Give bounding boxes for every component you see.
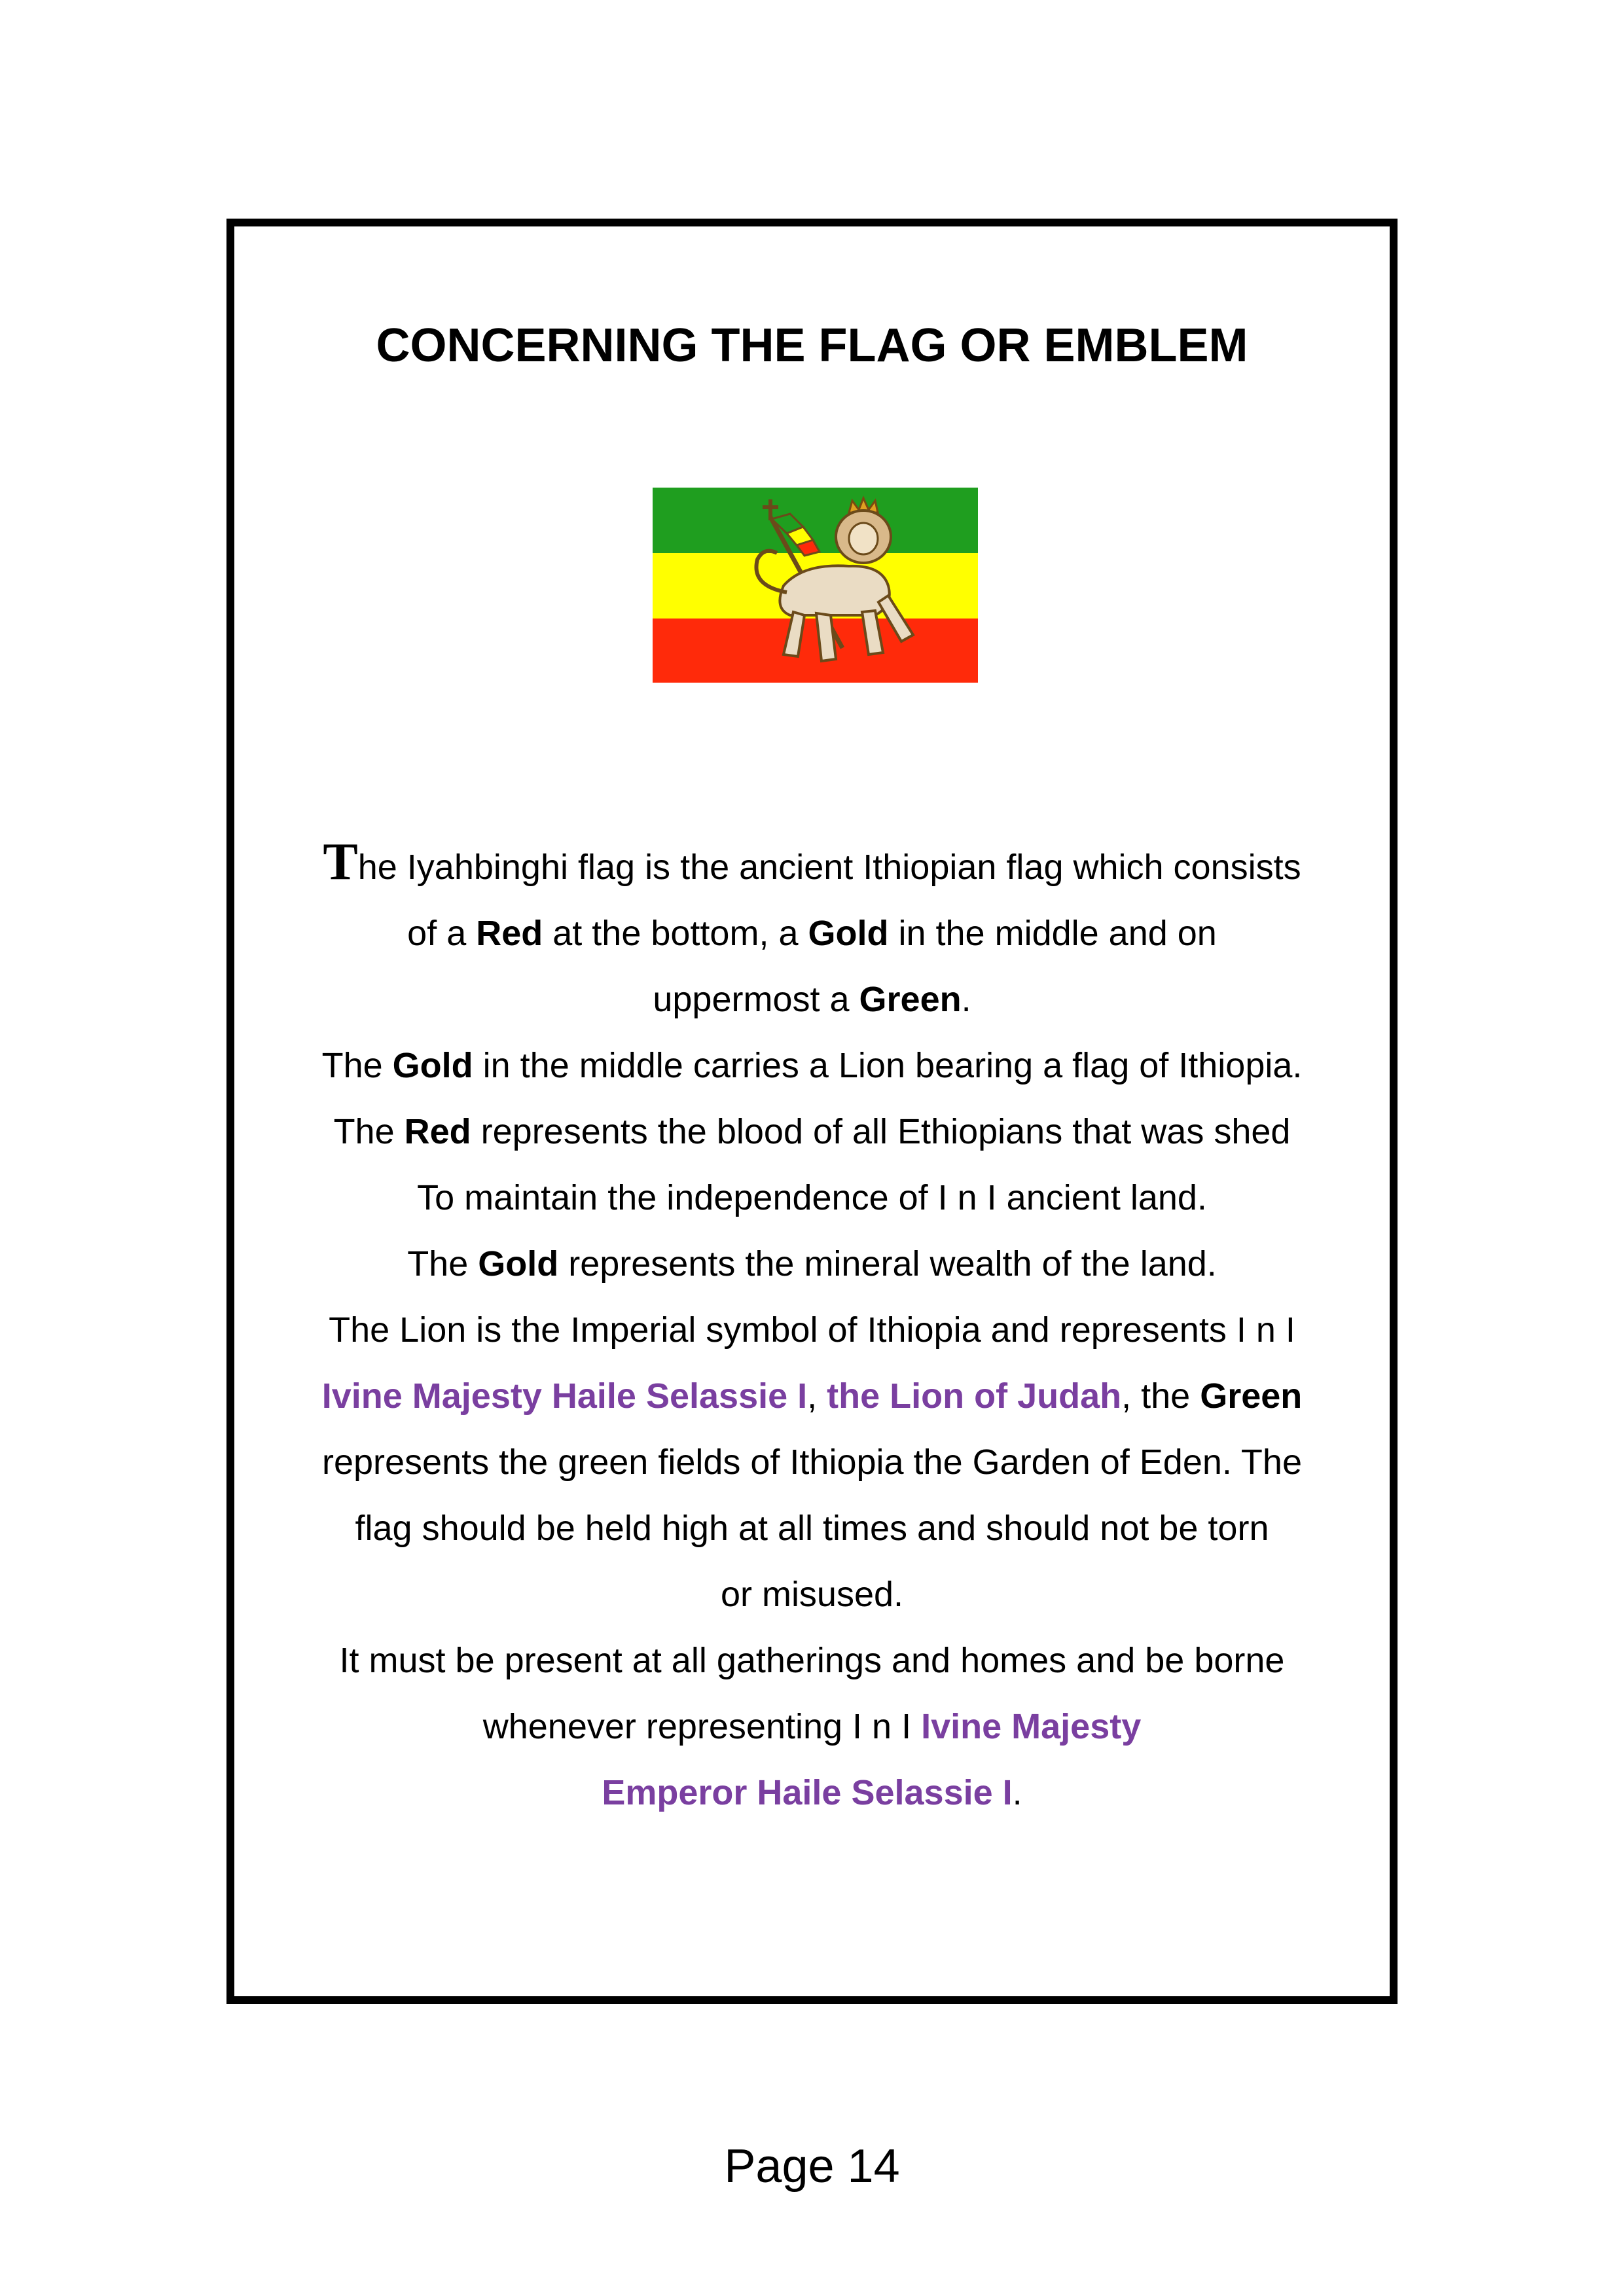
text-segment: flag should be held high at all times and should not be torn <box>355 1509 1269 1548</box>
text-line <box>262 1760 1362 1826</box>
text-segment: . <box>1012 1773 1022 1812</box>
text-line <box>262 1297 1362 1363</box>
text-segment: The <box>333 1112 405 1151</box>
text-segment: or misused. <box>720 1575 904 1614</box>
bold-keyword: Gold <box>478 1244 559 1283</box>
text-line <box>262 1694 1362 1760</box>
text-segment: in the middle carries a Lion bearing a flag of Ithiopia. <box>473 1046 1303 1085</box>
text-segment: represents the mineral wealth of the land. <box>558 1244 1217 1283</box>
text-segment: in the middle and on <box>888 914 1217 953</box>
text-segment: The <box>321 1046 393 1085</box>
text-segment: represents the green fields of Ithiopia the Garden of Eden. The <box>322 1443 1302 1482</box>
flag-red-stripe <box>653 619 978 683</box>
text-segment: uppermost a <box>653 980 859 1019</box>
text-line <box>262 1628 1362 1694</box>
drop-cap-letter: T <box>323 833 358 891</box>
text-segment: of a <box>407 914 477 953</box>
ethiopian-flag-image <box>653 488 978 683</box>
highlighted-name: the Lion of Judah <box>827 1376 1122 1416</box>
bold-keyword: Gold <box>392 1046 473 1085</box>
text-segment: , <box>807 1376 827 1416</box>
bold-keyword: Gold <box>808 914 889 953</box>
text-line <box>262 1099 1362 1165</box>
text-segment: whenever representing I n I <box>482 1707 922 1746</box>
text-segment: It must be present at all gatherings and homes and be borne <box>339 1641 1285 1680</box>
page-number: Page 14 <box>724 2140 900 2193</box>
text-line <box>262 1363 1362 1429</box>
text-line <box>262 1231 1362 1297</box>
text-segment: To maintain the independence of I n I ancient land. <box>417 1178 1207 1217</box>
bold-keyword: Green <box>859 980 962 1019</box>
page-title: CONCERNING THE FLAG OR EMBLEM <box>376 319 1248 372</box>
flag-description-text <box>262 823 1362 1826</box>
text-line <box>262 1496 1362 1562</box>
highlighted-name: Ivine Majesty Haile Selassie I <box>321 1376 808 1416</box>
text-segment: at the bottom, a <box>543 914 808 953</box>
highlighted-name: Emperor Haile Selassie I <box>602 1773 1013 1812</box>
highlighted-name: Ivine Majesty <box>921 1707 1142 1746</box>
bold-keyword: Red <box>476 914 543 953</box>
bold-keyword: Red <box>404 1112 471 1151</box>
text-line <box>262 1429 1362 1496</box>
text-line <box>262 967 1362 1033</box>
text-line <box>262 1165 1362 1231</box>
text-segment: , the <box>1121 1376 1200 1416</box>
text-segment: he Iyahbinghi flag is the ancient Ithiopian flag which consists <box>357 848 1301 887</box>
text-segment: . <box>961 980 971 1019</box>
text-segment: The <box>407 1244 478 1283</box>
text-line <box>262 1033 1362 1099</box>
text-line <box>262 901 1362 967</box>
text-line <box>262 823 1362 901</box>
bold-keyword: Green <box>1200 1376 1303 1416</box>
text-segment: The Lion is the Imperial symbol of Ithiopia and represents I n I <box>329 1310 1295 1350</box>
text-segment: represents the blood of all Ethiopians that was shed <box>471 1112 1291 1151</box>
text-line <box>262 1562 1362 1628</box>
